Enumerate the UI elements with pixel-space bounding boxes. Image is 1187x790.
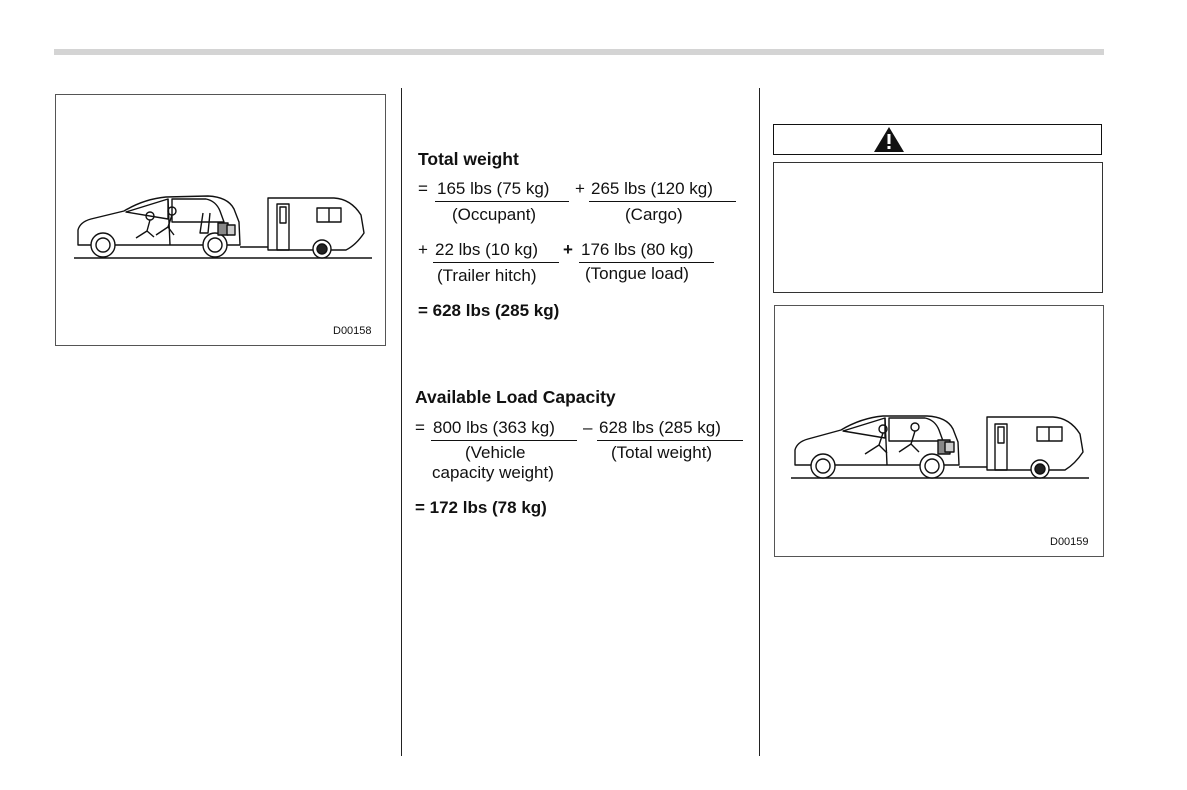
column-divider-2 bbox=[759, 88, 760, 756]
total-weight-result: = 628 lbs (285 kg) bbox=[418, 301, 560, 320]
equals-sign: = bbox=[418, 179, 428, 198]
vehicle-capacity-value: 800 lbs (363 kg) bbox=[433, 418, 555, 437]
warning-body bbox=[773, 162, 1103, 293]
warning-triangle-icon bbox=[872, 125, 906, 153]
underline bbox=[435, 201, 569, 202]
underline bbox=[597, 440, 743, 441]
tongue-load-label: (Tongue load) bbox=[585, 264, 689, 283]
tongue-load-value: 176 lbs (80 kg) bbox=[581, 240, 694, 259]
figure-left bbox=[55, 94, 386, 346]
car-towing-trailer-illustration bbox=[775, 306, 1103, 556]
capacity-weight-label: capacity weight) bbox=[432, 463, 554, 482]
warning-header bbox=[773, 124, 1102, 155]
trailer-hitch-label: (Trailer hitch) bbox=[437, 266, 537, 285]
cargo-label: (Cargo) bbox=[625, 205, 683, 224]
figure-code: D00158 bbox=[333, 325, 372, 337]
plus-sign: + bbox=[575, 179, 585, 198]
occupant-value: 165 lbs (75 kg) bbox=[437, 179, 550, 198]
total-weight-heading: Total weight bbox=[418, 149, 519, 169]
trailer-hitch-value: 22 lbs (10 kg) bbox=[435, 240, 538, 259]
plus-sign: + bbox=[418, 240, 428, 259]
vehicle-label: (Vehicle bbox=[465, 443, 526, 462]
car-towing-trailer-illustration bbox=[56, 95, 385, 345]
underline bbox=[579, 262, 714, 263]
equals-sign: = bbox=[415, 418, 425, 437]
cargo-value: 265 lbs (120 kg) bbox=[591, 179, 713, 198]
underline bbox=[433, 262, 559, 263]
figure-code: D00159 bbox=[1050, 536, 1089, 548]
available-load-heading: Available Load Capacity bbox=[415, 387, 616, 407]
total-weight-label: (Total weight) bbox=[611, 443, 713, 462]
plus-sign: + bbox=[563, 240, 573, 259]
column-divider-1 bbox=[401, 88, 402, 756]
figure-right bbox=[774, 305, 1104, 557]
underline bbox=[589, 201, 736, 202]
occupant-label: (Occupant) bbox=[452, 205, 537, 224]
top-rule bbox=[54, 49, 1104, 55]
underline bbox=[431, 440, 577, 441]
minus-sign: – bbox=[583, 418, 593, 437]
total-weight-value: 628 lbs (285 kg) bbox=[599, 418, 721, 437]
available-load-result: = 172 lbs (78 kg) bbox=[415, 498, 547, 517]
